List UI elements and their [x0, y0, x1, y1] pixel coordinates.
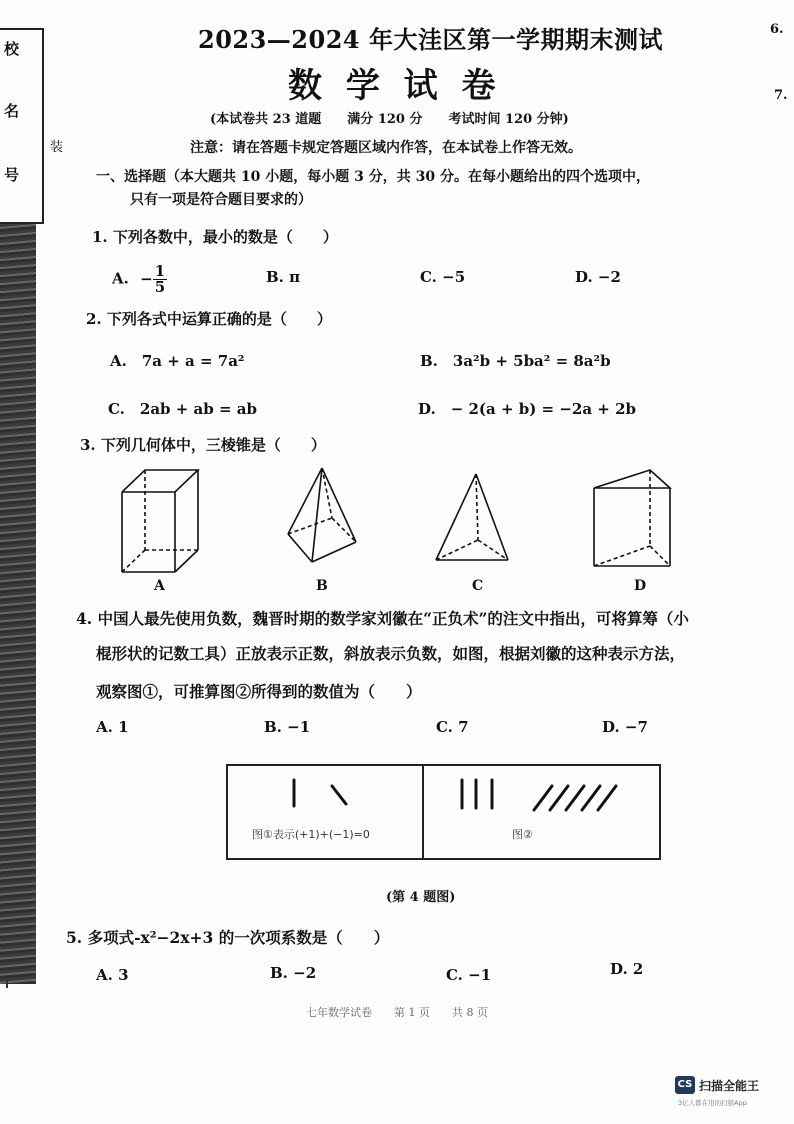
- q4-figure-caption: (第 4 题图): [386, 890, 456, 905]
- binding-label-school: 校: [4, 40, 20, 58]
- q4-stem-line2: 棍形状的记数工具）正放表示正数，斜放表示负数，如图，根据刘徽的这种表示方法，: [96, 644, 686, 663]
- cs-logo-icon: CS: [675, 1076, 695, 1094]
- q4-option-b: B. −1: [264, 718, 311, 736]
- section1-heading: 一、选择题（本大题共 10 小题，每小题 3 分，共 30 分。在每小题给出的四个选项中，: [96, 169, 650, 185]
- q5-option-c: C. −1: [446, 966, 492, 984]
- fraction-numerator: 1: [154, 262, 166, 280]
- page-title: 2023—2024 年大洼区第一学期期末测试: [198, 25, 663, 54]
- scan-shadow-strip: [0, 224, 36, 984]
- binding-side-mark: 装: [50, 140, 64, 155]
- q2-option-b: B. 3a²b + 5ba² = 8a²b: [420, 352, 611, 370]
- exam-info: (本试卷共 23 道题 满分 120 分 考试时间 120 分钟): [210, 112, 569, 127]
- q5-option-b: B. −2: [270, 964, 317, 982]
- rod-slanted: [550, 786, 568, 810]
- q1-option-a-label: A.: [112, 269, 129, 288]
- pyramid-figure-b: [288, 468, 356, 562]
- margin-mark-6: 6.: [770, 22, 784, 37]
- q1-option-a-fraction: [153, 264, 167, 295]
- binding-label-number: 号: [4, 166, 20, 184]
- q1-option-d: D. −2: [575, 268, 621, 286]
- q4-option-a: A. 1: [96, 718, 129, 736]
- q3-solid-figures: [100, 462, 700, 580]
- q4-stem-line3: 观察图①，可推算图②所得到的数值为（ ）: [96, 682, 422, 701]
- prism-figure-d: [594, 470, 670, 566]
- q3-label-b: B: [316, 578, 328, 594]
- rod-slanted: [598, 786, 616, 810]
- page-footer: 七年数学试卷 第 1 页 共 8 页: [306, 1006, 488, 1019]
- section1-heading-cont: 只有一项是符合题目要求的）: [130, 192, 312, 208]
- q1-option-b: B. π: [266, 268, 301, 286]
- fraction-denominator: 5: [154, 278, 166, 296]
- binding-label-name: 名: [4, 102, 20, 120]
- cuboid-figure-a: [122, 470, 198, 572]
- scanner-brand-name: 扫描全能王: [699, 1079, 760, 1093]
- q2-option-d: D. − 2(a + b) = −2a + 2b: [418, 400, 637, 418]
- q3-label-a: A: [154, 578, 165, 594]
- fig1-caption: 图①表示(+1)+(−1)=0: [252, 828, 370, 841]
- q5-stem: 5. 多项式-x²−2x+3 的一次项系数是（ ）: [66, 928, 390, 947]
- fig2-caption: 图②: [512, 828, 533, 841]
- rod-slanted: [332, 786, 346, 804]
- tetrahedron-figure-c: [436, 474, 508, 560]
- rod-slanted: [534, 786, 552, 810]
- margin-mark-7: 7.: [774, 88, 788, 103]
- q4-option-c: C. 7: [436, 718, 469, 736]
- q1-option-c: C. −5: [420, 268, 466, 286]
- q2-option-c: C. 2ab + ab = ab: [108, 400, 257, 418]
- q4-option-d: D. −7: [602, 718, 648, 736]
- q2-option-a: A. 7a + a = 7a²: [110, 352, 245, 370]
- q1-option-a-sign: −: [140, 269, 153, 288]
- q1-option-a: [112, 264, 167, 295]
- q3-label-c: C: [472, 578, 484, 594]
- q1-stem: 1. 下列各数中，最小的数是（ ）: [92, 228, 338, 246]
- page-subtitle: 数 学 试 卷: [288, 66, 502, 106]
- q3-stem: 3. 下列几何体中，三棱锥是（ ）: [80, 436, 326, 454]
- q4-stem-line1: 4. 中国人最先使用负数，魏晋时期的数学家刘徽在“正负术”的注文中指出，可将算筹（小: [76, 609, 689, 628]
- scanner-brand-tagline: 3亿人都在用的扫描App: [678, 1099, 747, 1107]
- q5-option-d: D. 2: [610, 960, 644, 978]
- q3-label-d: D: [634, 578, 647, 594]
- exam-notice: 注意：请在答题卡规定答题区域内作答，在本试卷上作答无效。: [190, 140, 582, 156]
- counting-rods-figure: [226, 764, 661, 860]
- margin-tick: [6, 980, 8, 988]
- q2-stem: 2. 下列各式中运算正确的是（ ）: [86, 310, 332, 328]
- q5-option-a: A. 3: [96, 966, 129, 984]
- rod-slanted: [582, 786, 600, 810]
- rod-slanted: [566, 786, 584, 810]
